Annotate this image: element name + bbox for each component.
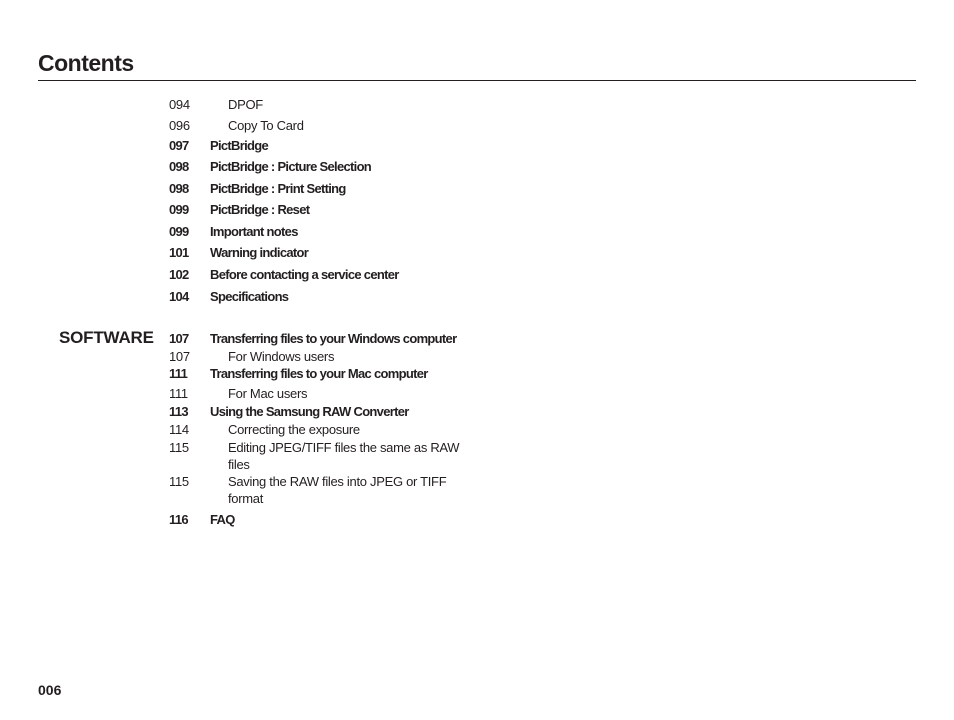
toc-page-number: 101 bbox=[169, 245, 189, 260]
toc-entry-title: PictBridge bbox=[210, 138, 269, 153]
toc-entry-title: For Mac users bbox=[228, 386, 308, 401]
toc-entry-title: Correcting the exposure bbox=[228, 422, 360, 437]
toc-entry-title: PictBridge : Picture Selection bbox=[210, 159, 372, 174]
toc-page-number: 094 bbox=[169, 97, 190, 112]
toc-page-number: 107 bbox=[169, 349, 190, 364]
toc-entry-title: Copy To Card bbox=[228, 118, 304, 133]
toc-page-number: 111 bbox=[169, 386, 188, 401]
toc-page-number: 098 bbox=[169, 181, 189, 196]
page-number: 006 bbox=[38, 682, 62, 698]
toc-entry-title: Saving the RAW files into JPEG or TIFF format bbox=[228, 474, 447, 506]
toc-entry-title: For Windows users bbox=[228, 349, 335, 364]
toc-entry-title: PictBridge : Print Setting bbox=[210, 181, 346, 196]
toc-page-number: 113 bbox=[169, 404, 188, 419]
toc-page-number: 104 bbox=[169, 289, 189, 304]
toc-entry-title: DPOF bbox=[228, 97, 263, 112]
toc-entry-title: Important notes bbox=[210, 224, 298, 239]
toc-entry-title: Warning indicator bbox=[210, 245, 309, 260]
toc-page-number: 102 bbox=[169, 267, 189, 282]
toc-page-number: 115 bbox=[169, 440, 189, 455]
toc-page-number: 107 bbox=[169, 331, 189, 346]
toc-page-number: 115 bbox=[169, 474, 189, 489]
toc-page-number: 111 bbox=[169, 366, 188, 381]
toc-page-number: 116 bbox=[169, 512, 188, 527]
toc-entry-title: Editing JPEG/TIFF files the same as RAW files bbox=[228, 440, 460, 472]
section-label-software: SOFTWARE bbox=[59, 328, 154, 347]
toc-page-number: 096 bbox=[169, 118, 190, 133]
toc-entry-title: Using the Samsung RAW Converter bbox=[210, 404, 409, 419]
toc-entry-title: Before contacting a service center bbox=[210, 267, 399, 282]
toc-entry-title: PictBridge : Reset bbox=[210, 202, 310, 217]
page-title: Contents bbox=[38, 50, 134, 76]
toc-page-number: 099 bbox=[169, 202, 189, 217]
toc-page-number: 099 bbox=[169, 224, 189, 239]
toc-page-number: 098 bbox=[169, 159, 189, 174]
toc-entry-title: Transferring files to your Mac computer bbox=[210, 366, 428, 381]
toc-entry-title: Specifications bbox=[210, 289, 289, 304]
toc-page-number: 097 bbox=[169, 138, 189, 153]
toc-page-number: 114 bbox=[169, 422, 189, 437]
toc-entry-title: FAQ bbox=[210, 512, 235, 527]
title-divider bbox=[38, 80, 916, 81]
toc-entry-title: Transferring files to your Windows computer bbox=[210, 331, 457, 346]
